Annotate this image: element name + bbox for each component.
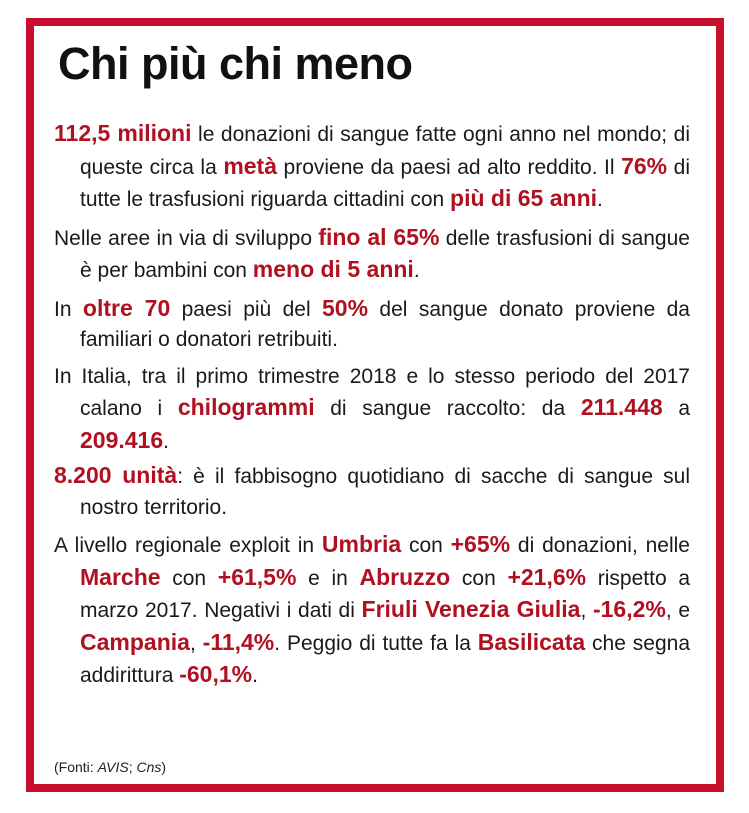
infobox-frame (26, 18, 724, 792)
text-segment: : è il fabbisogno quotidiano di sacche di sangue sul nostro territorio. (80, 465, 690, 519)
paragraph-developing-areas (54, 222, 690, 287)
highlight-figure: 50% (322, 294, 369, 321)
highlight-figure: più di 65 anni (450, 185, 598, 211)
infobox-body (54, 118, 690, 698)
text-segment: proviene da paesi ad alto reddito. Il (277, 155, 622, 179)
highlight-figure: chilogrammi (177, 394, 315, 420)
highlight-figure: -60,1% (179, 661, 253, 687)
text-segment: con (160, 566, 218, 590)
text-segment: , (189, 631, 203, 655)
text-segment: , e (665, 599, 691, 622)
text-segment: In (54, 297, 83, 321)
text-segment: . (597, 188, 603, 211)
highlight-figure: 8.200 unità (54, 462, 178, 488)
text-segment: del sangue donato proviene da familiari o donatori retribuiti. (80, 297, 690, 351)
text-segment: In Italia, tra il primo trimestre 2018 e lo stesso periodo del 2017 calano i (54, 364, 690, 420)
highlight-figure: Abruzzo (359, 563, 451, 590)
highlight-figure: Marche (80, 563, 161, 590)
text-segment: con (401, 534, 451, 557)
paragraph-italy-kilograms (54, 362, 690, 458)
paragraph-daily-need (54, 460, 690, 523)
highlight-figure: 211.448 (580, 394, 663, 420)
source-open: (Fonti: (54, 759, 98, 775)
infobox-title: Chi più chi meno (58, 38, 413, 89)
highlight-figure: 112,5 milioni (54, 120, 192, 146)
text-segment: di sangue raccolto: da (314, 397, 581, 420)
source-separator: ; (128, 759, 137, 775)
text-segment: . (163, 429, 169, 453)
text-segment: con (450, 566, 508, 590)
highlight-figure: +21,6% (507, 563, 587, 590)
text-segment: di donazioni, nelle (510, 534, 690, 557)
text-segment: e in (296, 566, 360, 590)
highlight-figure: +61,5% (217, 563, 297, 590)
text-segment: delle trasfusioni di sangue è per bambini con (80, 226, 690, 282)
highlight-figure: -16,2% (592, 596, 666, 622)
source-avis: AVIS (97, 759, 129, 775)
highlight-figure: 209.416 (80, 426, 164, 453)
highlight-figure: oltre 70 (82, 294, 171, 321)
paragraph-regional-data (54, 529, 690, 692)
text-segment: a (662, 397, 691, 420)
source-cns: Cns (136, 759, 162, 775)
highlight-figure: Friuli Venezia Giulia (361, 596, 581, 622)
highlight-figure: Basilicata (477, 628, 586, 655)
text-segment: di tutte le trasfusioni riguarda cittadini con (80, 155, 690, 211)
highlight-figure: meno di 5 anni (252, 256, 414, 282)
text-segment: . (252, 664, 258, 687)
paragraph-global-donations (54, 118, 690, 216)
highlight-figure: -11,4% (202, 628, 275, 655)
highlight-figure: fino al 65% (318, 223, 440, 250)
source-note (54, 759, 166, 775)
text-segment: . (413, 259, 420, 282)
paragraph-family-donors (54, 293, 690, 356)
text-segment: paesi più del (170, 297, 322, 321)
highlight-figure: 76% (621, 152, 668, 179)
text-segment: A livello regionale exploit in (54, 534, 322, 557)
text-segment: Nelle aree in via di sviluppo (54, 226, 319, 250)
text-segment: rispetto a marzo 2017. Negativi i dati di (80, 566, 690, 622)
text-segment: che segna addirittura (80, 631, 691, 687)
text-segment: le donazioni di sangue fatte ogni anno nel mondo; di queste circa la (80, 123, 691, 179)
highlight-figure: +65% (450, 531, 511, 557)
highlight-figure: Campania (80, 628, 190, 655)
source-close: ) (161, 759, 167, 775)
text-segment: . Peggio di tutte fa la (274, 631, 478, 655)
highlight-figure: metà (223, 152, 278, 179)
highlight-figure: Umbria (321, 531, 402, 557)
text-segment: , (580, 599, 593, 622)
